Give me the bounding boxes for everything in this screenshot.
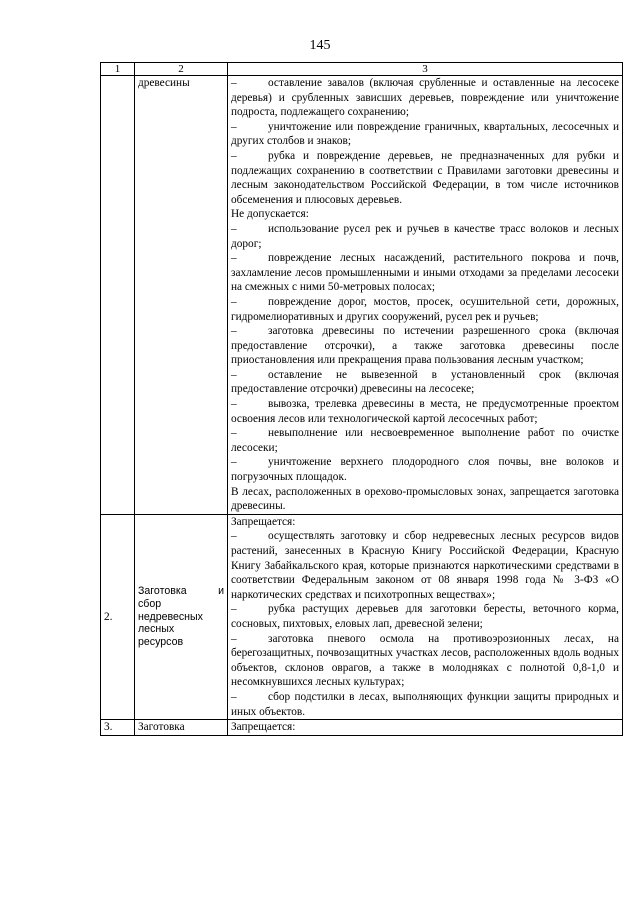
header-col-1: 1 bbox=[101, 63, 135, 76]
item-text: В лесах, расположенных в орехово-промысловых зонах, запрещается заготовка древесины. bbox=[231, 485, 619, 513]
item-text: заготовка древесины по истечении разрешенного срока (включая предоставление отсрочки), а также заготовка древесины после приостановления или прекращения права пользования лесным участком; bbox=[231, 325, 619, 367]
dash-bullet: – bbox=[231, 603, 237, 616]
table-row-2 bbox=[101, 514, 623, 719]
paragraph bbox=[231, 485, 619, 514]
dash-bullet: – bbox=[231, 632, 237, 645]
dash-bullet: – bbox=[231, 398, 237, 411]
item-text: вывозка, трелевка древесины в места, не предусмотренные проектом освоения лесов или технологической картой лесосечных работ; bbox=[231, 398, 619, 425]
table-header-row bbox=[101, 63, 623, 76]
item-text: осуществлять заготовку и сбор недревесных лесных ресурсов видов растений, занесенных в Красную Книгу Российской Федерации, Красную Книгу Забайкальского края, которые признаются наркотическими средствами в соответствии Федеральным законом от 08 января 1998 года № 3-ФЗ «О наркотических средствах и психотропных веществах»; bbox=[231, 530, 619, 601]
activity-name-line: ресурсов bbox=[138, 636, 184, 649]
item-text: невыполнение или несвоевременное выполнение работ по очистке лесосеки; bbox=[231, 427, 619, 454]
dash-list-item bbox=[231, 251, 619, 295]
dash-bullet: – bbox=[231, 368, 237, 381]
dash-bullet: – bbox=[231, 222, 237, 235]
dash-bullet: – bbox=[231, 530, 237, 543]
header-col-2: 2 bbox=[135, 63, 228, 76]
item-text: оставление завалов (включая срубленные и оставленные на лесосеке деревья) и срубленных зависших деревьев, повреждение или уничтожение подроста, подлежащего сохранению; bbox=[231, 77, 619, 119]
dash-bullet: – bbox=[231, 120, 237, 133]
activity-name-line: лесных bbox=[138, 623, 175, 636]
item-text: использование русел рек и ручьев в качестве трасс волоков и лесных дорог; bbox=[231, 222, 619, 250]
dash-bullet: – bbox=[231, 252, 237, 265]
dash-list-item bbox=[231, 324, 619, 368]
item-text: Не допускается: bbox=[231, 208, 309, 221]
activity-name-cell bbox=[135, 514, 228, 719]
activity-name: древесины bbox=[138, 77, 190, 89]
table-row-continuation bbox=[101, 76, 623, 515]
item-text: рубка растущих деревьев для заготовки бересты, веточного корма, сосновых, пихтовых, еловых лап, древесной зелени; bbox=[231, 603, 619, 630]
regulations-table bbox=[100, 62, 623, 736]
dash-list-item bbox=[231, 632, 619, 690]
page-number: 145 bbox=[309, 38, 331, 53]
item-text: рубка и повреждение деревьев, не предназначенных для рубки и подлежащих сохранению в соответствии с Правилами заготовки древесины и лесным законодательством Российской Федерации, в том числе источников обсеменения и плюсовых деревьев. bbox=[231, 149, 619, 206]
row-number: 2. bbox=[104, 610, 113, 623]
dash-bullet: – bbox=[231, 427, 237, 440]
dash-list-item bbox=[231, 149, 619, 207]
activity-name: Заготовка bbox=[138, 721, 185, 734]
item-text: уничтожение или повреждение граничных, квартальных, лесосечных и других столбов и знаков; bbox=[231, 120, 619, 148]
dash-list-item bbox=[231, 222, 619, 251]
row-number-cell bbox=[101, 76, 135, 515]
dash-bullet: – bbox=[231, 149, 237, 162]
paragraph bbox=[231, 515, 619, 530]
item-text: оставление не вывезенной в установленный срок (включая предоставление отсрочки) древесины на лесосеке; bbox=[231, 368, 619, 396]
activity-name-line: сбор bbox=[138, 597, 162, 610]
dash-list-item bbox=[231, 120, 619, 149]
header-col-3: 3 bbox=[228, 63, 623, 76]
item-text: повреждение лесных насаждений, растительного покрова и почв, захламление лесов промышленными и иными отходами за пределами лесосеки на смежных с ними 50-метровых полосах; bbox=[231, 252, 619, 294]
item-text: повреждение дорог, мостов, просек, осушительной сети, дорожных, гидромелиоративных и других сооружений, русел рек и ручьев; bbox=[231, 295, 619, 323]
dash-list-item bbox=[231, 397, 619, 426]
requirements-cell bbox=[228, 76, 623, 515]
activity-name-cell bbox=[135, 720, 228, 736]
requirements-cell bbox=[228, 720, 623, 736]
dash-list-item bbox=[231, 76, 619, 120]
activity-name-line: недревесных bbox=[138, 610, 203, 623]
table-row-3 bbox=[101, 720, 623, 736]
dash-list-item bbox=[231, 529, 619, 602]
dash-bullet: – bbox=[231, 325, 237, 338]
activity-name-word: Заготовка bbox=[138, 584, 187, 597]
dash-list-item bbox=[231, 455, 619, 484]
dash-list-item bbox=[231, 295, 619, 324]
item-text: Запрещается: bbox=[231, 515, 296, 528]
item-text: сбор подстилки в лесах, выполняющих функции защиты природных и иных объектов. bbox=[231, 690, 619, 718]
item-text: заготовка пневого осмола на противоэрозионных лесах, на берегозащитных, почвозащитных участках лесов, расположенных вдоль водных объектов, склонов оврагов, а также в молодняках с полнотой 0,8-1,0 и несомкнувшихся лесных культурах; bbox=[231, 632, 619, 689]
dash-bullet: – bbox=[231, 690, 237, 703]
requirements-cell bbox=[228, 514, 623, 719]
dash-list-item bbox=[231, 602, 619, 631]
dash-list-item bbox=[231, 368, 619, 397]
row-number-cell bbox=[101, 720, 135, 736]
dash-bullet: – bbox=[231, 456, 237, 469]
dash-list-item bbox=[231, 426, 619, 455]
dash-bullet: – bbox=[231, 77, 237, 89]
item-text: уничтожение верхнего плодородного слоя почвы, вне волоков и погрузочных площадок. bbox=[231, 456, 619, 484]
dash-bullet: – bbox=[231, 295, 237, 308]
dash-list-item bbox=[231, 690, 619, 719]
row-number: 3. bbox=[104, 721, 113, 734]
row-number-cell bbox=[101, 514, 135, 719]
activity-name-cell bbox=[135, 76, 228, 515]
paragraph bbox=[231, 207, 619, 222]
paragraph: Запрещается: bbox=[231, 721, 296, 734]
activity-name-conj: и bbox=[218, 584, 224, 597]
